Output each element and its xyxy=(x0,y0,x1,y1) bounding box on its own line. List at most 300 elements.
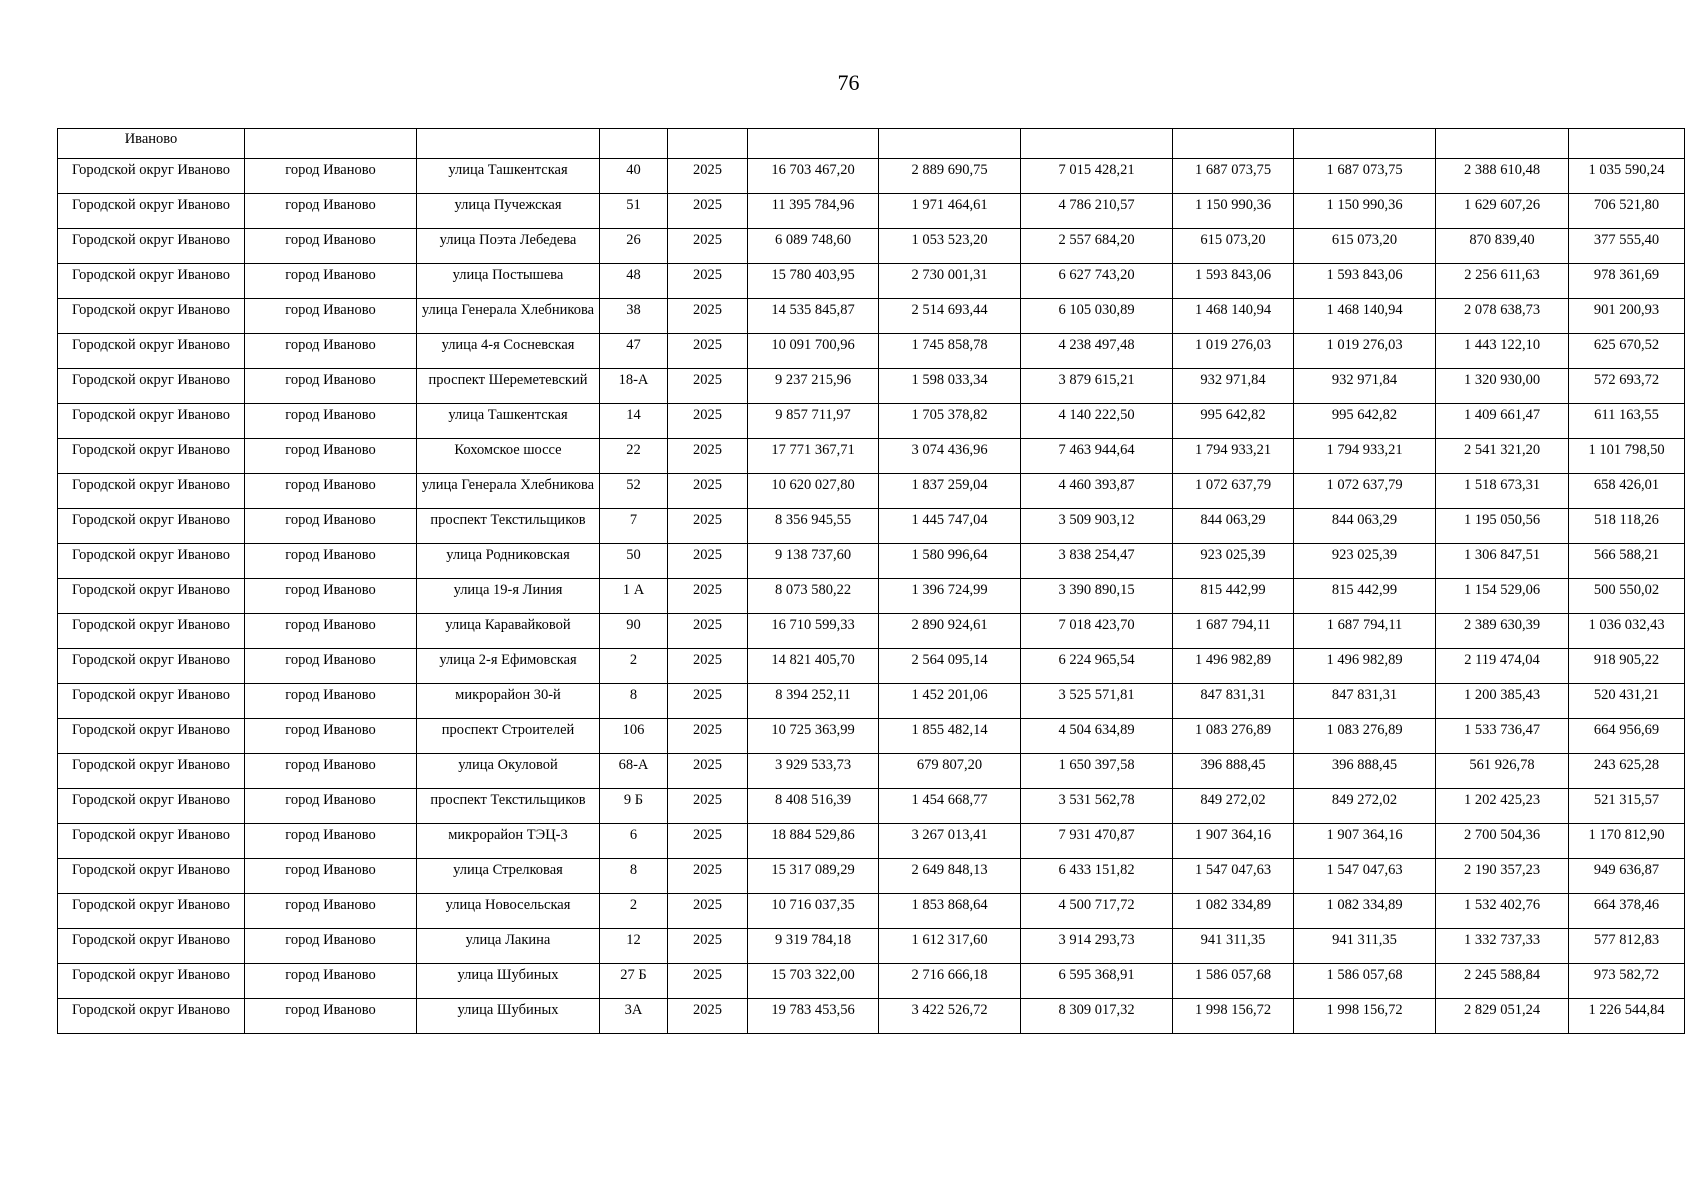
cell-settlement: город Иваново xyxy=(245,859,417,894)
cell-cost-col-11: 1 195 050,56 xyxy=(1436,509,1569,544)
cell-street: улица 19-я Линия xyxy=(417,579,600,614)
cell-street: улица 4-я Сосневская xyxy=(417,334,600,369)
cell-house-number: 6 xyxy=(600,824,668,859)
cell-municipality: Городской округ Иваново xyxy=(58,649,245,684)
cell-cost-col-10: 1 468 140,94 xyxy=(1294,299,1436,334)
cell-cost-col-10: 1 907 364,16 xyxy=(1294,824,1436,859)
cell-cost-col-9: 849 272,02 xyxy=(1173,789,1294,824)
cell-cost-col-11: 1 443 122,10 xyxy=(1436,334,1569,369)
cell-cost-col-11: 2 119 474,04 xyxy=(1436,649,1569,684)
cell-year: 2025 xyxy=(668,614,748,649)
cell-cost-col-8: 3 525 571,81 xyxy=(1021,684,1173,719)
cell-cost-col-12: 973 582,72 xyxy=(1569,964,1685,999)
cell-municipality: Городской округ Иваново xyxy=(58,194,245,229)
cell-cost-col-12: 377 555,40 xyxy=(1569,229,1685,264)
cell-settlement: город Иваново xyxy=(245,929,417,964)
table-row xyxy=(58,439,1685,474)
cell-cost-col-11: 1 200 385,43 xyxy=(1436,684,1569,719)
cell-total-cost: 9 857 711,97 xyxy=(748,404,879,439)
cell-cost-col-8: 1 650 397,58 xyxy=(1021,754,1173,789)
cell-cost-col-11: 1 629 607,26 xyxy=(1436,194,1569,229)
cell-cost-col-9: 932 971,84 xyxy=(1173,369,1294,404)
table-row xyxy=(58,929,1685,964)
table-row xyxy=(58,999,1685,1034)
cell-municipality: Городской округ Иваново xyxy=(58,579,245,614)
cell-cost-col-12: 1 035 590,24 xyxy=(1569,159,1685,194)
cell-cost-col-9: 815 442,99 xyxy=(1173,579,1294,614)
cell-cost-col-9: 1 998 156,72 xyxy=(1173,999,1294,1034)
cell-cost-col-10: 941 311,35 xyxy=(1294,929,1436,964)
table-body xyxy=(58,129,1685,1034)
cell-municipality: Городской округ Иваново xyxy=(58,684,245,719)
cell-house-number: 90 xyxy=(600,614,668,649)
cell-total-cost: 8 073 580,22 xyxy=(748,579,879,614)
cell-cost-col-8: 4 238 497,48 xyxy=(1021,334,1173,369)
cell-cost-col-7: 1 396 724,99 xyxy=(879,579,1021,614)
cell-cost-col-7: 2 730 001,31 xyxy=(879,264,1021,299)
cell-house-number: 26 xyxy=(600,229,668,264)
cell-total-cost: 17 771 367,71 xyxy=(748,439,879,474)
cell-cost-col-7: 2 890 924,61 xyxy=(879,614,1021,649)
cell-cost-col-12: 949 636,87 xyxy=(1569,859,1685,894)
table-row xyxy=(58,544,1685,579)
cell-settlement: город Иваново xyxy=(245,719,417,754)
cell-cost-col-10: 1 687 073,75 xyxy=(1294,159,1436,194)
cell-cost-col-11: 1 202 425,23 xyxy=(1436,789,1569,824)
cell-settlement: город Иваново xyxy=(245,474,417,509)
cell-house-number: 12 xyxy=(600,929,668,964)
cell-cost-col-12: 978 361,69 xyxy=(1569,264,1685,299)
cell-cost-col-8: 3 914 293,73 xyxy=(1021,929,1173,964)
cell-year: 2025 xyxy=(668,824,748,859)
cell-cost-col-9: 1 547 047,63 xyxy=(1173,859,1294,894)
cell-cost-col-10: 615 073,20 xyxy=(1294,229,1436,264)
cell-cost-col-9: 1 082 334,89 xyxy=(1173,894,1294,929)
cell-cost-col-8: 7 463 944,64 xyxy=(1021,439,1173,474)
cell-house-number: 22 xyxy=(600,439,668,474)
cell-cost-col-11: 2 245 588,84 xyxy=(1436,964,1569,999)
cell-house-number: 38 xyxy=(600,299,668,334)
cell-cost-col-11: 1 306 847,51 xyxy=(1436,544,1569,579)
cell-settlement: город Иваново xyxy=(245,964,417,999)
cell-cost-col-9: 995 642,82 xyxy=(1173,404,1294,439)
table-row xyxy=(58,299,1685,334)
table-row xyxy=(58,194,1685,229)
cell-municipality: Городской округ Иваново xyxy=(58,719,245,754)
cell-cost-col-11: 2 541 321,20 xyxy=(1436,439,1569,474)
cell-total-cost: 14 535 845,87 xyxy=(748,299,879,334)
cell-cost-col-8: 3 838 254,47 xyxy=(1021,544,1173,579)
cell-cost-col-8: 6 105 030,89 xyxy=(1021,299,1173,334)
cell-settlement: город Иваново xyxy=(245,299,417,334)
cell-cost-col-9: 1 496 982,89 xyxy=(1173,649,1294,684)
cell-total-cost: 19 783 453,56 xyxy=(748,999,879,1034)
cell-house-number: 68-А xyxy=(600,754,668,789)
cell-house-number: 50 xyxy=(600,544,668,579)
cell-cost-col-12: 1 170 812,90 xyxy=(1569,824,1685,859)
cell-settlement: город Иваново xyxy=(245,999,417,1034)
cell-cost-col-12: 500 550,02 xyxy=(1569,579,1685,614)
cell-cost-col-10: 1 687 794,11 xyxy=(1294,614,1436,649)
cell-cost-col-12: 1 226 544,84 xyxy=(1569,999,1685,1034)
cell-total-cost: 9 319 784,18 xyxy=(748,929,879,964)
cell-cost-col-7: 3 422 526,72 xyxy=(879,999,1021,1034)
cell-cost-col-10: 847 831,31 xyxy=(1294,684,1436,719)
cell-municipality: Городской округ Иваново xyxy=(58,754,245,789)
cell-year: 2025 xyxy=(668,159,748,194)
cell-cost-col-8: 4 140 222,50 xyxy=(1021,404,1173,439)
cell-year: 2025 xyxy=(668,684,748,719)
cell-municipality: Городской округ Иваново xyxy=(58,894,245,929)
cell-settlement: город Иваново xyxy=(245,334,417,369)
cell-cost-col-12: 664 956,69 xyxy=(1569,719,1685,754)
cell-municipality: Городской округ Иваново xyxy=(58,299,245,334)
cell-cost-col-9: 844 063,29 xyxy=(1173,509,1294,544)
cell-municipality: Городской округ Иваново xyxy=(58,999,245,1034)
cell-cost-col-10: 923 025,39 xyxy=(1294,544,1436,579)
cell-total-cost: 18 884 529,86 xyxy=(748,824,879,859)
cell-cost-col-9: 1 019 276,03 xyxy=(1173,334,1294,369)
table-row xyxy=(58,824,1685,859)
cell-cost-col-8: 6 595 368,91 xyxy=(1021,964,1173,999)
cell-house-number: 14 xyxy=(600,404,668,439)
cell-settlement: город Иваново xyxy=(245,614,417,649)
cell-municipality: Городской округ Иваново xyxy=(58,824,245,859)
cell-cost-col-7: 1 612 317,60 xyxy=(879,929,1021,964)
cell-cost-col-10: 1 547 047,63 xyxy=(1294,859,1436,894)
cell-cost-col-8: 6 224 965,54 xyxy=(1021,649,1173,684)
cell-municipality: Иваново xyxy=(58,129,245,159)
cell-settlement: город Иваново xyxy=(245,649,417,684)
cell-municipality: Городской округ Иваново xyxy=(58,404,245,439)
cell-cost-col-8: 8 309 017,32 xyxy=(1021,999,1173,1034)
cell-street: улица Каравайковой xyxy=(417,614,600,649)
cell-cost-col-9 xyxy=(1173,129,1294,159)
cell-cost-col-7: 1 580 996,64 xyxy=(879,544,1021,579)
cell-year: 2025 xyxy=(668,544,748,579)
cell-cost-col-7: 2 564 095,14 xyxy=(879,649,1021,684)
cell-total-cost: 3 929 533,73 xyxy=(748,754,879,789)
cell-house-number: 1 А xyxy=(600,579,668,614)
cell-settlement: город Иваново xyxy=(245,544,417,579)
cell-cost-col-12: 520 431,21 xyxy=(1569,684,1685,719)
table-row xyxy=(58,264,1685,299)
cell-total-cost: 10 725 363,99 xyxy=(748,719,879,754)
cell-street: улица Постышева xyxy=(417,264,600,299)
cell-cost-col-11: 2 190 357,23 xyxy=(1436,859,1569,894)
cell-cost-col-11: 2 078 638,73 xyxy=(1436,299,1569,334)
cell-settlement: город Иваново xyxy=(245,194,417,229)
cell-house-number: 51 xyxy=(600,194,668,229)
cell-cost-col-7: 1 837 259,04 xyxy=(879,474,1021,509)
cell-year: 2025 xyxy=(668,509,748,544)
cell-street: улица Родниковская xyxy=(417,544,600,579)
cell-house-number: 8 xyxy=(600,684,668,719)
cell-total-cost: 6 089 748,60 xyxy=(748,229,879,264)
cell-municipality: Городской округ Иваново xyxy=(58,264,245,299)
cell-house-number: 2 xyxy=(600,894,668,929)
cell-cost-col-12: 625 670,52 xyxy=(1569,334,1685,369)
cell-cost-col-10: 1 082 334,89 xyxy=(1294,894,1436,929)
cell-cost-col-8: 6 627 743,20 xyxy=(1021,264,1173,299)
cell-year: 2025 xyxy=(668,859,748,894)
cell-cost-col-11: 2 389 630,39 xyxy=(1436,614,1569,649)
cell-cost-col-7: 3 267 013,41 xyxy=(879,824,1021,859)
cell-municipality: Городской округ Иваново xyxy=(58,859,245,894)
cell-house-number: 3А xyxy=(600,999,668,1034)
cell-total-cost: 14 821 405,70 xyxy=(748,649,879,684)
table-row xyxy=(58,649,1685,684)
cell-street: улица Пучежская xyxy=(417,194,600,229)
cell-street: улица Ташкентская xyxy=(417,159,600,194)
cell-house-number: 47 xyxy=(600,334,668,369)
cell-year: 2025 xyxy=(668,719,748,754)
cell-cost-col-7: 1 454 668,77 xyxy=(879,789,1021,824)
cell-cost-col-7: 3 074 436,96 xyxy=(879,439,1021,474)
cell-cost-col-8: 4 500 717,72 xyxy=(1021,894,1173,929)
cell-street: улица Поэта Лебедева xyxy=(417,229,600,264)
cell-cost-col-10: 1 083 276,89 xyxy=(1294,719,1436,754)
cell-house-number: 18-А xyxy=(600,369,668,404)
table-row xyxy=(58,474,1685,509)
table-row xyxy=(58,964,1685,999)
cell-cost-col-9: 941 311,35 xyxy=(1173,929,1294,964)
cell-cost-col-11: 870 839,40 xyxy=(1436,229,1569,264)
cell-cost-col-9: 1 468 140,94 xyxy=(1173,299,1294,334)
cell-cost-col-10: 1 794 933,21 xyxy=(1294,439,1436,474)
cell-cost-col-11: 2 829 051,24 xyxy=(1436,999,1569,1034)
cell-settlement xyxy=(245,129,417,159)
cell-total-cost: 10 091 700,96 xyxy=(748,334,879,369)
cell-municipality: Городской округ Иваново xyxy=(58,929,245,964)
cell-cost-col-7: 1 053 523,20 xyxy=(879,229,1021,264)
cell-cost-col-8: 4 460 393,87 xyxy=(1021,474,1173,509)
cell-municipality: Городской округ Иваново xyxy=(58,614,245,649)
cell-cost-col-10: 995 642,82 xyxy=(1294,404,1436,439)
cell-year: 2025 xyxy=(668,999,748,1034)
table-row xyxy=(58,614,1685,649)
cell-municipality: Городской округ Иваново xyxy=(58,474,245,509)
cell-street: проспект Строителей xyxy=(417,719,600,754)
cell-total-cost: 8 356 945,55 xyxy=(748,509,879,544)
cell-municipality: Городской округ Иваново xyxy=(58,229,245,264)
cell-cost-col-9: 1 687 794,11 xyxy=(1173,614,1294,649)
cell-year: 2025 xyxy=(668,229,748,264)
cell-cost-col-7 xyxy=(879,129,1021,159)
cell-cost-col-8: 7 018 423,70 xyxy=(1021,614,1173,649)
cell-street: улица Шубиных xyxy=(417,964,600,999)
cell-cost-col-12: 658 426,01 xyxy=(1569,474,1685,509)
cell-house-number: 7 xyxy=(600,509,668,544)
cell-cost-col-7: 1 598 033,34 xyxy=(879,369,1021,404)
cell-year: 2025 xyxy=(668,894,748,929)
cell-year: 2025 xyxy=(668,439,748,474)
cell-cost-col-9: 1 586 057,68 xyxy=(1173,964,1294,999)
data-table xyxy=(57,128,1685,1034)
cell-cost-col-8: 7 015 428,21 xyxy=(1021,159,1173,194)
table-row xyxy=(58,684,1685,719)
cell-cost-col-9: 847 831,31 xyxy=(1173,684,1294,719)
cell-street: Кохомское шоссе xyxy=(417,439,600,474)
table-row xyxy=(58,754,1685,789)
cell-year: 2025 xyxy=(668,929,748,964)
cell-house-number: 106 xyxy=(600,719,668,754)
cell-cost-col-7: 2 649 848,13 xyxy=(879,859,1021,894)
cell-settlement: город Иваново xyxy=(245,369,417,404)
cell-street: проспект Текстильщиков xyxy=(417,789,600,824)
cell-cost-col-10: 849 272,02 xyxy=(1294,789,1436,824)
cell-cost-col-11: 1 532 402,76 xyxy=(1436,894,1569,929)
cell-cost-col-11: 1 518 673,31 xyxy=(1436,474,1569,509)
cell-settlement: город Иваново xyxy=(245,229,417,264)
cell-cost-col-11: 1 154 529,06 xyxy=(1436,579,1569,614)
table-row-continuation xyxy=(58,129,1685,159)
cell-cost-col-11: 1 320 930,00 xyxy=(1436,369,1569,404)
cell-cost-col-12: 664 378,46 xyxy=(1569,894,1685,929)
cell-cost-col-10: 1 998 156,72 xyxy=(1294,999,1436,1034)
cell-municipality: Городской округ Иваново xyxy=(58,964,245,999)
cell-year: 2025 xyxy=(668,789,748,824)
cell-cost-col-7: 1 705 378,82 xyxy=(879,404,1021,439)
cell-street: улица Новосельская xyxy=(417,894,600,929)
cell-cost-col-9: 1 593 843,06 xyxy=(1173,264,1294,299)
cell-street: улица Генерала Хлебникова xyxy=(417,474,600,509)
cell-cost-col-9: 1 794 933,21 xyxy=(1173,439,1294,474)
cell-total-cost: 9 237 215,96 xyxy=(748,369,879,404)
table-row xyxy=(58,509,1685,544)
cell-settlement: город Иваново xyxy=(245,789,417,824)
cell-cost-col-9: 923 025,39 xyxy=(1173,544,1294,579)
cell-cost-col-11: 561 926,78 xyxy=(1436,754,1569,789)
cell-street: улица Генерала Хлебникова xyxy=(417,299,600,334)
cell-municipality: Городской округ Иваново xyxy=(58,369,245,404)
cell-cost-col-8 xyxy=(1021,129,1173,159)
cell-cost-col-9: 396 888,45 xyxy=(1173,754,1294,789)
table-row xyxy=(58,369,1685,404)
cell-cost-col-10: 932 971,84 xyxy=(1294,369,1436,404)
cell-year: 2025 xyxy=(668,754,748,789)
cell-cost-col-12: 918 905,22 xyxy=(1569,649,1685,684)
cell-year: 2025 xyxy=(668,964,748,999)
cell-settlement: город Иваново xyxy=(245,509,417,544)
cell-cost-col-12 xyxy=(1569,129,1685,159)
cell-cost-col-7: 679 807,20 xyxy=(879,754,1021,789)
cell-cost-col-7: 1 853 868,64 xyxy=(879,894,1021,929)
cell-cost-col-10 xyxy=(1294,129,1436,159)
cell-municipality: Городской округ Иваново xyxy=(58,439,245,474)
cell-total-cost: 9 138 737,60 xyxy=(748,544,879,579)
cell-house-number: 8 xyxy=(600,859,668,894)
cell-cost-col-10: 1 496 982,89 xyxy=(1294,649,1436,684)
cell-cost-col-8: 3 531 562,78 xyxy=(1021,789,1173,824)
cell-total-cost: 16 703 467,20 xyxy=(748,159,879,194)
cell-total-cost: 15 703 322,00 xyxy=(748,964,879,999)
cell-cost-col-10: 396 888,45 xyxy=(1294,754,1436,789)
table-row xyxy=(58,159,1685,194)
cell-settlement: город Иваново xyxy=(245,824,417,859)
cell-municipality: Городской округ Иваново xyxy=(58,159,245,194)
cell-cost-col-12: 521 315,57 xyxy=(1569,789,1685,824)
cell-total-cost: 10 716 037,35 xyxy=(748,894,879,929)
cell-settlement: город Иваново xyxy=(245,404,417,439)
cell-cost-col-10: 1 150 990,36 xyxy=(1294,194,1436,229)
cell-settlement: город Иваново xyxy=(245,264,417,299)
cell-cost-col-10: 1 593 843,06 xyxy=(1294,264,1436,299)
cell-municipality: Городской округ Иваново xyxy=(58,509,245,544)
cell-year: 2025 xyxy=(668,334,748,369)
cell-cost-col-11 xyxy=(1436,129,1569,159)
cell-house-number xyxy=(600,129,668,159)
cell-street: улица 2-я Ефимовская xyxy=(417,649,600,684)
cell-year: 2025 xyxy=(668,369,748,404)
cell-street: микрорайон ТЭЦ-3 xyxy=(417,824,600,859)
cell-year: 2025 xyxy=(668,264,748,299)
cell-settlement: город Иваново xyxy=(245,159,417,194)
cell-municipality: Городской округ Иваново xyxy=(58,544,245,579)
cell-street: улица Шубиных xyxy=(417,999,600,1034)
cell-cost-col-7: 1 745 858,78 xyxy=(879,334,1021,369)
cell-cost-col-12: 901 200,93 xyxy=(1569,299,1685,334)
cell-year: 2025 xyxy=(668,474,748,509)
cell-cost-col-12: 611 163,55 xyxy=(1569,404,1685,439)
cell-cost-col-10: 844 063,29 xyxy=(1294,509,1436,544)
cell-cost-col-8: 3 390 890,15 xyxy=(1021,579,1173,614)
cell-year: 2025 xyxy=(668,579,748,614)
cell-settlement: город Иваново xyxy=(245,439,417,474)
cell-cost-col-11: 1 332 737,33 xyxy=(1436,929,1569,964)
cell-cost-col-9: 1 150 990,36 xyxy=(1173,194,1294,229)
cell-total-cost xyxy=(748,129,879,159)
cell-street: улица Ташкентская xyxy=(417,404,600,439)
cell-cost-col-8: 7 931 470,87 xyxy=(1021,824,1173,859)
cell-year: 2025 xyxy=(668,194,748,229)
cell-total-cost: 16 710 599,33 xyxy=(748,614,879,649)
cell-total-cost: 11 395 784,96 xyxy=(748,194,879,229)
cell-cost-col-7: 1 452 201,06 xyxy=(879,684,1021,719)
cell-settlement: город Иваново xyxy=(245,579,417,614)
cell-cost-col-11: 1 409 661,47 xyxy=(1436,404,1569,439)
cell-cost-col-9: 1 907 364,16 xyxy=(1173,824,1294,859)
cell-cost-col-11: 2 388 610,48 xyxy=(1436,159,1569,194)
cell-cost-col-10: 1 586 057,68 xyxy=(1294,964,1436,999)
cell-cost-col-11: 1 533 736,47 xyxy=(1436,719,1569,754)
cell-cost-col-8: 6 433 151,82 xyxy=(1021,859,1173,894)
cell-cost-col-7: 1 855 482,14 xyxy=(879,719,1021,754)
cell-cost-col-10: 815 442,99 xyxy=(1294,579,1436,614)
cell-cost-col-10: 1 072 637,79 xyxy=(1294,474,1436,509)
cell-street: улица Окуловой xyxy=(417,754,600,789)
cell-cost-col-11: 2 700 504,36 xyxy=(1436,824,1569,859)
table-row xyxy=(58,859,1685,894)
cell-house-number: 9 Б xyxy=(600,789,668,824)
table-row xyxy=(58,719,1685,754)
cell-settlement: город Иваново xyxy=(245,894,417,929)
cell-cost-col-8: 3 509 903,12 xyxy=(1021,509,1173,544)
cell-cost-col-12: 577 812,83 xyxy=(1569,929,1685,964)
cell-cost-col-12: 1 101 798,50 xyxy=(1569,439,1685,474)
cell-municipality: Городской округ Иваново xyxy=(58,789,245,824)
table-row xyxy=(58,789,1685,824)
cell-cost-col-8: 3 879 615,21 xyxy=(1021,369,1173,404)
cell-street: микрорайон 30-й xyxy=(417,684,600,719)
cell-cost-col-9: 1 687 073,75 xyxy=(1173,159,1294,194)
cell-total-cost: 8 408 516,39 xyxy=(748,789,879,824)
cell-year: 2025 xyxy=(668,299,748,334)
cell-cost-col-12: 243 625,28 xyxy=(1569,754,1685,789)
cell-year: 2025 xyxy=(668,404,748,439)
table-row xyxy=(58,894,1685,929)
cell-settlement: город Иваново xyxy=(245,754,417,789)
